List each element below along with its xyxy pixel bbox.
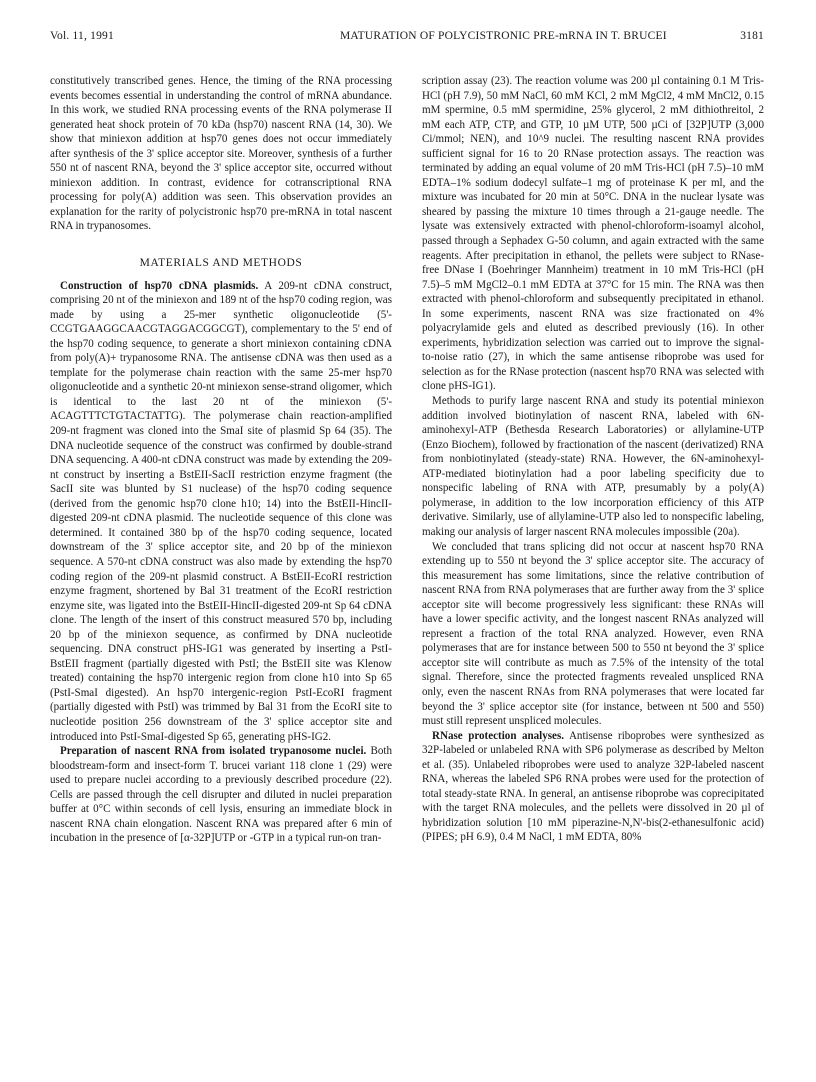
page-number: 3181 — [740, 30, 764, 42]
section-heading: MATERIALS AND METHODS — [139, 257, 303, 270]
intro-paragraph: constitutively transcribed genes. Hence, the timing of the RNA processing events becomes essential in understanding the control of mRNA abundance. In this work, we studied RNA processing events of the RNA polymerase II generated heat shock protein of 70 kDa (hsp70) nascent RNA (14, 30). We show that miniexon addition at hsp70 genes does not occur immediately after synthesis of the 3' splice acceptor site. Moreover, synthesis of a further 550 nt of nascent RNA, beyond the 3' splice acceptor site, occurred without miniexon addition. In contrast, evidence for cotranscriptional RNA processing for poly(A) addition was seen. This observation provides an explanation for the rarity of polycistronic hsp70 pre-mRNA in total nascent RNA in trypanosomes. — [50, 75, 392, 233]
running-header — [50, 30, 764, 48]
construction-body: A 209-nt cDNA construct, comprising 20 nt of the miniexon and 189 nt of the hsp70 coding region, was made by using a 25-mer synthetic oligonucleotide (5'-CCGTGAAGGCAACGTAGGACGGCGT), complementary to the 5' end of the hsp70 coding sequence, to generate a short miniexon containing cDNA from poly(A)+ trypanosome RNA. The antisense cDNA was then used as a template for the polymerase chain reaction with the same 25-mer hsp70 oligonucleotide and a synthetic 20-nt miniexon sense-strand oligomer, which is identical to the last 20 nt of the miniexon (5'-ACAGTTTCTGTACTATTG). The polymerase chain reaction-amplified 209-nt fragment was cloned into the SmaI site of plasmid Sp 64 (35). The DNA nucleotide sequence of the construct was confirmed by double-strand DNA sequencing. A 400-nt cDNA construct was made by extending the 209-nt construct by inserting a BstEII-SacII restriction enzyme fragment (the SacII site was blunted by S1 nuclease) of the hsp70 coding sequence (derived from the genomic hsp70 clone h10; 14) into the BstEII-HincII-digested 209-nt cDNA plasmid. The nucleotide sequence of this clone was determined. It contained 380 bp of the hsp70 coding sequence, located downstream of the 3' splice acceptor site, and 20 bp of the miniexon sequence. A 570-nt cDNA construct was also made by extending the hsp70 coding region of the 209-nt plasmid construct. A BstEII-EcoRI restriction enzyme fragment, shortened by Bal 31 treatment of the EcoRI restriction enzyme site, was ligated into the BstEII-HincII-digested 209-nt Sp 64 cDNA clone. The length of the insert of this construct measured 570 bp, including 20 bp of the miniexon sequence, as confirmed by DNA nucleotide sequencing. DNA construct pHS-IG1 was generated by inserting a PstI-BstEII fragment (partially digested with PstI; the BstEII site was Klenow treated) containing the hsp70 intergenic region from clone h10 into Sp 65 (PstI-SmaI digested). An hsp70 intergenic-region PstI-EcoRI fragment (partially digested with PstI) was trimmed by Bal 31 from the EcoRI site to nucleotide position 256 downstream of the 3' splice acceptor site and introduced into PstI-SmaI-digested Sp 65, generating pHS-IG2. — [50, 279, 392, 743]
rnase-body: Antisense riboprobes were synthesized as 32P-labeled or unlabeled RNA with SP6 polymerase as described by Melton et al. (35). Unlabeled riboprobes were used to analyze 32P-labeled nascent RNA, whereas the labeled SP6 RNA probes were used for the protection of total steady-state RNA. In general, an antisense riboprobe was coprecipitated with the target RNA molecules, and the pellets were dissolved in 20 µl of hybridization solution [10 mM piperazine-N,N'-bis(2-ethanesulfonic acid) (PIPES; pH 6.9), 0.4 M NaCl, 1 mM EDTA, 80% — [422, 729, 764, 844]
construction-paragraph — [50, 279, 392, 745]
preparation-lead: Preparation of nascent RNA from isolated trypanosome nuclei. — [60, 745, 367, 758]
left-column — [50, 74, 392, 846]
construction-lead: Construction of hsp70 cDNA plasmids. — [60, 279, 259, 292]
right-column — [422, 74, 764, 845]
rnase-paragraph — [422, 729, 764, 845]
rnase-lead: RNase protection analyses. — [432, 729, 565, 742]
preparation-body: Both bloodstream-form and insect-form T. brucei variant 118 clone 1 (29) were used to prepare nuclei according to a previously described procedure (22). Cells are passed through the cell disrupter and diluted in nuclei preparation buffer at 0°C within seconds of cell lysis, ensuring an immediate block in nascent RNA chain elongation. Nascent RNA was prepared after 6 min of incubation in the presence of [α-32P]UTP or -GTP in a typical run-on tran- — [50, 745, 392, 845]
running-title: MATURATION OF POLYCISTRONIC PRE-mRNA IN T. BRUCEI — [340, 30, 667, 42]
continued-paragraph: scription assay (23). The reaction volume was 200 µl containing 0.1 M Tris-HCl (pH 7.9), 50 mM NaCl, 60 mM KCl, 2 mM MgCl2, 4 mM MnCl2, 0.15 mM spermine, 0.5 mM spermidine, 25% glycerol, 2 mM dithiothreitol, 2 mM each ATP, CTP, and GTP, 10 µM UTP, 500 µCi of [32P]UTP (3,000 Ci/mmol; NEN), and 10^9 nuclei. The resulting nascent RNA provides sufficient signal for 16 to 20 RNase protection assays. The reaction was terminated by adding an equal volume of 20 mM Tris-HCl (pH 7.5)–10 mM EDTA–1% sodium dodecyl sulfate–1 mg of proteinase K per ml, and the mixture was incubated for 20 min at 50°C. DNA in the nuclear lysate was sheared by passing the mixture 10 times through a 21-gauge needle. The lysate was extensively extracted with phenol-chloroform-isoamyl alcohol, passed through a Sephadex G-50 column, and again extracted with the same reagents. After precipitation in ethanol, the pellets were subject to RNase-free DNase I (Boehringer Mannheim) treatment in 10 mM Tris-HCl (pH 7.5)–5 mM MgCl2–0.1 mM EDTA at 37°C for 15 min. The RNA was then extracted with phenol-chloroform and subsequently precipitated in ethanol. In some experiments, nascent RNA was size fractionated on 4% polyacrylamide gels and eluted as described previously (16). In other experiments, hybridization selection was carried out to improve the signal-to-noise ratio (27), in which the same antisense riboprobe was used for selection as for the RNase protection (nascent hsp70 RNA was selected with clone pHS-IG1). — [422, 75, 764, 393]
journal-volume: Vol. 11, 1991 — [50, 30, 114, 42]
conclusion-paragraph: We concluded that trans splicing did not occur at nascent hsp70 RNA extending up to 550 nt beyond the 3' splice acceptor site. The accuracy of this measurement has some limitations, since the relative contribution of nascent RNA from RNA polymerases that are further away from the 3' splice acceptor site will become progressively less significant: these RNAs will have a lower specific activity, and the longest nascent RNAs analyzed will represent a fraction of the total RNA analyzed. However, even RNA polymerases that are for instance between 500 to 550 nt beyond the 3' splice acceptor site will contribute as much as 7.5% of the intensity of the total signal. Therefore, since the protected fragments revealed unspliced RNA only, even the nascent RNAs from RNA polymerases that were located far beyond the 3' splice acceptor site (for instance, between nt 500 and 550) must still represent unspliced molecules. — [422, 540, 764, 728]
biotin-paragraph: Methods to purify large nascent RNA and study its potential miniexon addition involved biotinylation of nascent RNA, labeled with 6N-aminohexyl-ATP (Bethesda Research Laboratories) or allylamine-UTP (Enzo Biochem), followed by fractionation of the nascent (derivatized) RNA from nonbiotinylated (steady-state) RNA. However, the 6N-aminohexyl-ATP-mediated biotinylation had a poor labeling specificity due to nonspecific labeling of RNA with ATP, presumably by a poly(A) polymerase, in addition to the low incorporation efficiency of this ATP derivative. Similarly, use of allylamine-UTP also led to nonspecific labeling, making our analysis of larger nascent RNA molecules impossible (20a). — [422, 395, 764, 538]
preparation-paragraph — [50, 744, 392, 846]
